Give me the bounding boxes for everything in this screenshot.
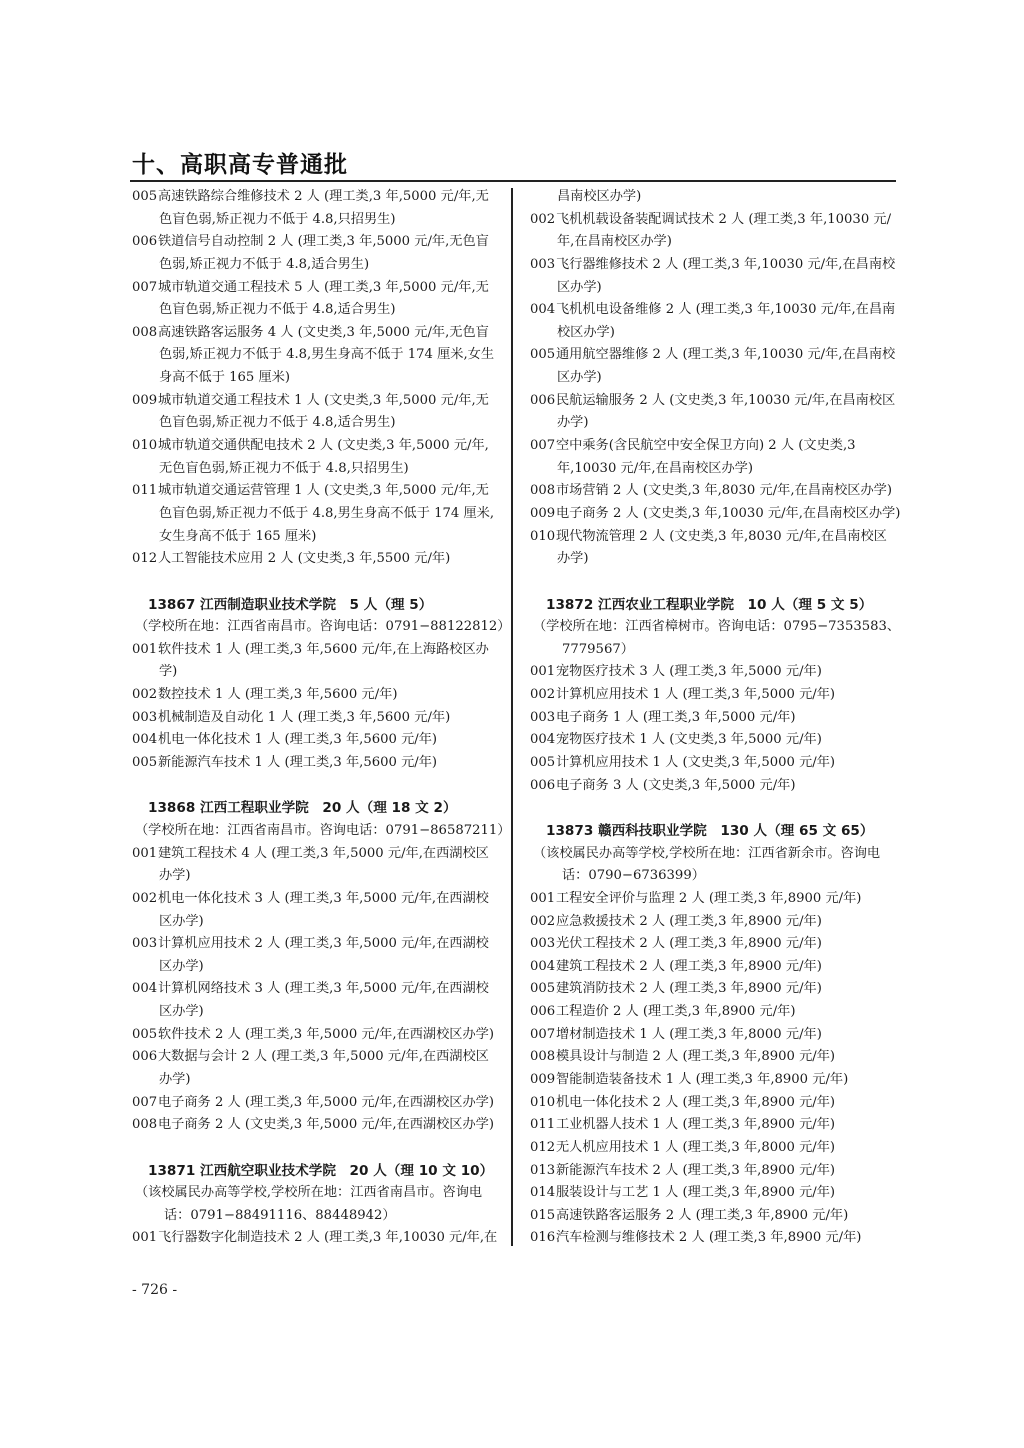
program-item	[530, 254, 898, 277]
program-number: 003	[132, 936, 158, 952]
program-continuation: 办学)	[557, 551, 589, 567]
program-item	[132, 480, 498, 503]
program-text: 模具设计与制造 2 人 (理工类,3 年,8900 元/年)	[556, 1049, 836, 1065]
program-item	[530, 1205, 898, 1228]
program-item	[530, 1182, 898, 1205]
program-item	[132, 729, 498, 752]
program-number: 004	[530, 302, 556, 318]
program-number: 009	[530, 505, 556, 521]
program-text: 人工智能技术应用 2 人 (文史类,3 年,5500 元/年)	[158, 551, 451, 567]
program-item	[132, 186, 498, 209]
program-item	[132, 1046, 498, 1069]
program-text: 市场营销 2 人 (文史类,3 年,8030 元/年,在昌南校区办学)	[556, 483, 892, 499]
program-number: 012	[132, 551, 158, 567]
program-continuation: 色盲色弱,矫正视力不低于 4.8,适合男生)	[159, 302, 396, 318]
program-number: 011	[132, 483, 158, 499]
program-text: 光伏工程技术 2 人 (理工类,3 年,8900 元/年)	[556, 936, 822, 952]
program-continuation: 色盲色弱,矫正视力不低于 4.8,适合男生)	[159, 415, 396, 431]
program-number: 008	[530, 1049, 556, 1065]
program-item	[132, 1092, 498, 1115]
program-number: 003	[530, 936, 556, 952]
program-item	[132, 231, 498, 254]
program-text: 软件技术 2 人 (理工类,3 年,5000 元/年,在西湖校区办学)	[158, 1026, 494, 1042]
program-number: 003	[530, 709, 556, 725]
institution-info: （学校所在地：江西省南昌市。咨询电话：0791−88122812）	[135, 619, 511, 635]
program-number: 005	[132, 755, 158, 771]
institution-info-continuation: 话：0791−88491116、88448942）	[164, 1207, 396, 1223]
program-number: 006	[530, 777, 556, 793]
program-number: 005	[530, 755, 556, 771]
program-item	[132, 707, 498, 730]
program-number: 010	[530, 1094, 556, 1110]
program-number: 005	[530, 347, 556, 363]
program-text: 宠物医疗技术 1 人 (文史类,3 年,5000 元/年)	[556, 732, 822, 748]
program-number: 010	[132, 438, 158, 454]
program-continuation: 区办学)	[159, 958, 204, 974]
program-number: 007	[132, 1094, 158, 1110]
program-item	[132, 639, 498, 662]
program-continuation: 色盲色弱,矫正视力不低于 4.8,男生身高不低于 174 厘米,	[159, 505, 495, 521]
program-item	[132, 1114, 498, 1137]
spacer	[132, 1137, 498, 1160]
program-item	[132, 684, 498, 707]
program-text: 高速铁路客运服务 4 人 (文史类,3 年,5000 元/年,无色盲	[158, 324, 489, 340]
program-item	[530, 956, 898, 979]
program-item	[530, 344, 898, 367]
program-text: 机电一体化技术 1 人 (理工类,3 年,5600 元/年)	[158, 732, 438, 748]
program-text: 飞行器维修技术 2 人 (理工类,3 年,10030 元/年,在昌南校	[556, 256, 896, 272]
program-item	[530, 911, 898, 934]
program-item	[530, 888, 898, 911]
program-continuation: 办学)	[159, 868, 191, 884]
program-item	[530, 775, 898, 798]
program-number: 001	[132, 845, 158, 861]
program-item	[530, 1114, 898, 1137]
program-text: 电子商务 2 人 (文史类,3 年,10030 元/年,在昌南校区办学)	[556, 505, 901, 521]
program-item	[530, 661, 898, 684]
program-text: 民航运输服务 2 人 (文史类,3 年,10030 元/年,在昌南校区	[556, 392, 896, 408]
program-text: 铁道信号自动控制 2 人 (理工类,3 年,5000 元/年,无色盲	[158, 234, 489, 250]
program-number: 008	[132, 324, 158, 340]
program-number: 004	[132, 981, 158, 997]
program-number: 006	[530, 392, 556, 408]
program-text: 新能源汽车技术 2 人 (理工类,3 年,8900 元/年)	[556, 1162, 836, 1178]
program-item	[132, 390, 498, 413]
program-number: 002	[530, 687, 556, 703]
institution-heading: 13868 江西工程职业学院 20 人（理 18 文 2）	[148, 800, 457, 817]
program-item	[530, 752, 898, 775]
institution-info: （该校属民办高等学校,学校所在地：江西省南昌市。咨询电	[135, 1185, 483, 1201]
program-text: 现代物流管理 2 人 (文史类,3 年,8030 元/年,在昌南校区	[556, 528, 887, 544]
column-divider	[511, 188, 513, 1246]
program-item	[530, 1046, 898, 1069]
program-number: 002	[530, 211, 556, 227]
program-text: 机电一体化技术 3 人 (理工类,3 年,5000 元/年,在西湖校	[158, 890, 489, 906]
program-number: 014	[530, 1185, 556, 1201]
program-continuation: 区办学)	[159, 1004, 204, 1020]
program-number: 001	[530, 664, 556, 680]
program-number: 005	[132, 189, 158, 204]
program-text: 飞机机载设备装配调试技术 2 人 (理工类,3 年,10030 元/	[556, 211, 892, 227]
program-text: 城市轨道交通工程技术 1 人 (文史类,3 年,5000 元/年,无	[158, 392, 489, 408]
program-text: 增材制造技术 1 人 (理工类,3 年,8000 元/年)	[556, 1026, 822, 1042]
program-item	[132, 1024, 498, 1047]
program-item	[132, 843, 498, 866]
program-number: 005	[530, 981, 556, 997]
program-continuation: 年,在昌南校区办学)	[557, 234, 672, 250]
spacer	[132, 571, 498, 594]
program-number: 002	[132, 890, 158, 906]
program-number: 002	[132, 687, 158, 703]
program-text: 电子商务 3 人 (文史类,3 年,5000 元/年)	[556, 777, 796, 793]
program-number: 016	[530, 1230, 556, 1246]
program-item	[530, 978, 898, 1001]
page-header-title: 十、高职高专普通批	[132, 152, 348, 178]
program-text: 飞行器数字化制造技术 2 人 (理工类,3 年,10030 元/年,在	[158, 1230, 498, 1246]
program-text: 城市轨道交通工程技术 5 人 (理工类,3 年,5000 元/年,无	[158, 279, 489, 295]
program-text: 电子商务 1 人 (理工类,3 年,5000 元/年)	[556, 709, 796, 725]
program-text: 城市轨道交通供配电技术 2 人 (文史类,3 年,5000 元/年,	[158, 438, 489, 454]
program-item	[132, 888, 498, 911]
institution-info: （学校所在地：江西省樟树市。咨询电话：0795−7353583、	[533, 619, 901, 635]
program-text: 应急救援技术 2 人 (理工类,3 年,8900 元/年)	[556, 913, 822, 929]
program-item	[132, 933, 498, 956]
program-continuation: 区办学)	[557, 370, 602, 386]
program-number: 007	[132, 279, 158, 295]
spacer	[132, 775, 498, 798]
left-column	[132, 186, 511, 1250]
program-number: 001	[132, 1230, 158, 1246]
program-number: 004	[530, 732, 556, 748]
program-text: 数控技术 1 人 (理工类,3 年,5600 元/年)	[158, 687, 398, 703]
program-text: 服装设计与工艺 1 人 (理工类,3 年,8900 元/年)	[556, 1185, 836, 1201]
program-item	[530, 1160, 898, 1183]
institution-info: （该校属民办高等学校,学校所在地：江西省新余市。咨询电	[533, 845, 881, 861]
program-number: 005	[132, 1026, 158, 1042]
program-item	[132, 752, 498, 775]
program-number: 003	[132, 709, 158, 725]
program-text: 计算机网络技术 3 人 (理工类,3 年,5000 元/年,在西湖校	[158, 981, 489, 997]
program-text: 工业机器人技术 1 人 (理工类,3 年,8900 元/年)	[556, 1117, 836, 1133]
program-number: 009	[530, 1071, 556, 1087]
program-continuation: 校区办学)	[557, 324, 615, 340]
program-number: 007	[530, 1026, 556, 1042]
program-number: 006	[530, 1004, 556, 1020]
program-number: 010	[530, 528, 556, 544]
program-text: 宠物医疗技术 3 人 (理工类,3 年,5000 元/年)	[556, 664, 822, 680]
program-text: 软件技术 1 人 (理工类,3 年,5600 元/年,在上海路校区办	[158, 641, 489, 657]
program-text: 工程安全评价与监理 2 人 (理工类,3 年,8900 元/年)	[556, 890, 862, 906]
institution-heading: 13873 赣西科技职业学院 130 人（理 65 文 65）	[546, 822, 874, 839]
program-text: 高速铁路综合维修技术 2 人 (理工类,3 年,5000 元/年,无	[158, 189, 489, 204]
program-item	[530, 729, 898, 752]
header-rule	[130, 180, 896, 182]
program-text: 机电一体化技术 2 人 (理工类,3 年,8900 元/年)	[556, 1094, 836, 1110]
program-item	[132, 435, 498, 458]
program-item	[530, 1069, 898, 1092]
program-item	[132, 1227, 498, 1250]
program-item	[132, 548, 498, 571]
program-number: 007	[530, 438, 556, 454]
program-text: 城市轨道交通运营管理 1 人 (文史类,3 年,5000 元/年,无	[158, 483, 489, 499]
program-item	[530, 480, 898, 503]
program-number: 004	[530, 958, 556, 974]
program-number: 015	[530, 1207, 556, 1223]
program-item	[530, 1137, 898, 1160]
program-number: 006	[132, 1049, 158, 1065]
program-item	[132, 978, 498, 1001]
program-item	[530, 1092, 898, 1115]
program-item	[530, 526, 898, 549]
program-continuation: 昌南校区办学)	[557, 189, 642, 204]
program-number: 006	[132, 234, 158, 250]
program-text: 工程造价 2 人 (理工类,3 年,8900 元/年)	[556, 1004, 796, 1020]
program-text: 电子商务 2 人 (文史类,3 年,5000 元/年,在西湖校区办学)	[158, 1117, 494, 1133]
program-item	[530, 435, 898, 458]
program-item	[530, 684, 898, 707]
program-continuation: 色弱,矫正视力不低于 4.8,男生身高不低于 174 厘米,女生	[159, 347, 495, 363]
program-continuation: 色弱,矫正视力不低于 4.8,适合男生)	[159, 256, 370, 272]
program-text: 建筑工程技术 2 人 (理工类,3 年,8900 元/年)	[556, 958, 822, 974]
program-continuation: 女生身高不低于 165 厘米)	[159, 528, 317, 544]
program-number: 012	[530, 1139, 556, 1155]
program-item	[530, 933, 898, 956]
program-text: 新能源汽车技术 1 人 (理工类,3 年,5600 元/年)	[158, 755, 438, 771]
program-continuation: 色盲色弱,矫正视力不低于 4.8,只招男生)	[159, 211, 396, 227]
institution-heading: 13871 江西航空职业技术学院 20 人（理 10 文 10）	[148, 1162, 494, 1179]
program-item	[530, 390, 898, 413]
program-continuation: 身高不低于 165 厘米)	[159, 370, 291, 386]
institution-info-continuation: 7779567）	[562, 641, 634, 657]
spacer	[530, 571, 898, 594]
program-text: 机械制造及自动化 1 人 (理工类,3 年,5600 元/年)	[158, 709, 451, 725]
program-continuation: 区办学)	[159, 913, 204, 929]
program-continuation: 区办学)	[557, 279, 602, 295]
program-item	[530, 707, 898, 730]
program-text: 汽车检测与维修技术 2 人 (理工类,3 年,8900 元/年)	[556, 1230, 862, 1246]
program-text: 电子商务 2 人 (理工类,3 年,5000 元/年,在西湖校区办学)	[158, 1094, 494, 1110]
program-text: 通用航空器维修 2 人 (理工类,3 年,10030 元/年,在昌南校	[556, 347, 896, 363]
program-continuation: 办学)	[159, 1071, 191, 1087]
program-text: 计算机应用技术 2 人 (理工类,3 年,5000 元/年,在西湖校	[158, 936, 489, 952]
program-item	[530, 1001, 898, 1024]
program-text: 建筑消防技术 2 人 (理工类,3 年,8900 元/年)	[556, 981, 822, 997]
institution-info-continuation: 话：0790−6736399）	[562, 868, 705, 884]
program-text: 智能制造装备技术 1 人 (理工类,3 年,8900 元/年)	[556, 1071, 849, 1087]
program-text: 建筑工程技术 4 人 (理工类,3 年,5000 元/年,在西湖校区	[158, 845, 489, 861]
program-text: 计算机应用技术 1 人 (理工类,3 年,5000 元/年)	[556, 687, 836, 703]
program-continuation: 年,10030 元/年,在昌南校区办学)	[557, 460, 753, 476]
program-text: 计算机应用技术 1 人 (文史类,3 年,5000 元/年)	[556, 755, 836, 771]
program-continuation: 学)	[159, 664, 178, 680]
program-item	[530, 503, 901, 526]
program-text: 无人机应用技术 1 人 (理工类,3 年,8000 元/年)	[556, 1139, 836, 1155]
program-number: 003	[530, 256, 556, 272]
program-number: 013	[530, 1162, 556, 1178]
program-item	[132, 322, 498, 345]
program-item	[132, 277, 498, 300]
right-column	[530, 186, 901, 1250]
program-item	[530, 1227, 898, 1250]
program-number: 002	[530, 913, 556, 929]
program-number: 004	[132, 732, 158, 748]
program-number: 011	[530, 1117, 556, 1133]
program-continuation: 办学)	[557, 415, 589, 431]
program-text: 飞机机电设备维修 2 人 (理工类,3 年,10030 元/年,在昌南	[556, 302, 896, 318]
program-number: 009	[132, 392, 158, 408]
page-number: - 726 -	[132, 1282, 178, 1298]
program-item	[530, 1024, 898, 1047]
program-item	[530, 209, 898, 232]
program-text: 大数据与会计 2 人 (理工类,3 年,5000 元/年,在西湖校区	[158, 1049, 489, 1065]
program-number: 001	[132, 641, 158, 657]
program-number: 008	[132, 1117, 158, 1133]
institution-heading: 13872 江西农业工程职业学院 10 人（理 5 文 5）	[546, 596, 873, 613]
program-continuation: 无色盲色弱,矫正视力不低于 4.8,只招男生)	[159, 460, 409, 476]
program-item	[530, 299, 898, 322]
institution-heading: 13867 江西制造职业技术学院 5 人（理 5）	[148, 596, 433, 613]
program-text: 高速铁路客运服务 2 人 (理工类,3 年,8900 元/年)	[556, 1207, 849, 1223]
program-number: 008	[530, 483, 556, 499]
institution-info: （学校所在地：江西省南昌市。咨询电话：0791−86587211）	[135, 822, 511, 838]
program-text: 空中乘务(含民航空中安全保卫方向) 2 人 (文史类,3	[556, 438, 856, 454]
program-number: 001	[530, 890, 556, 906]
spacer	[530, 797, 898, 820]
